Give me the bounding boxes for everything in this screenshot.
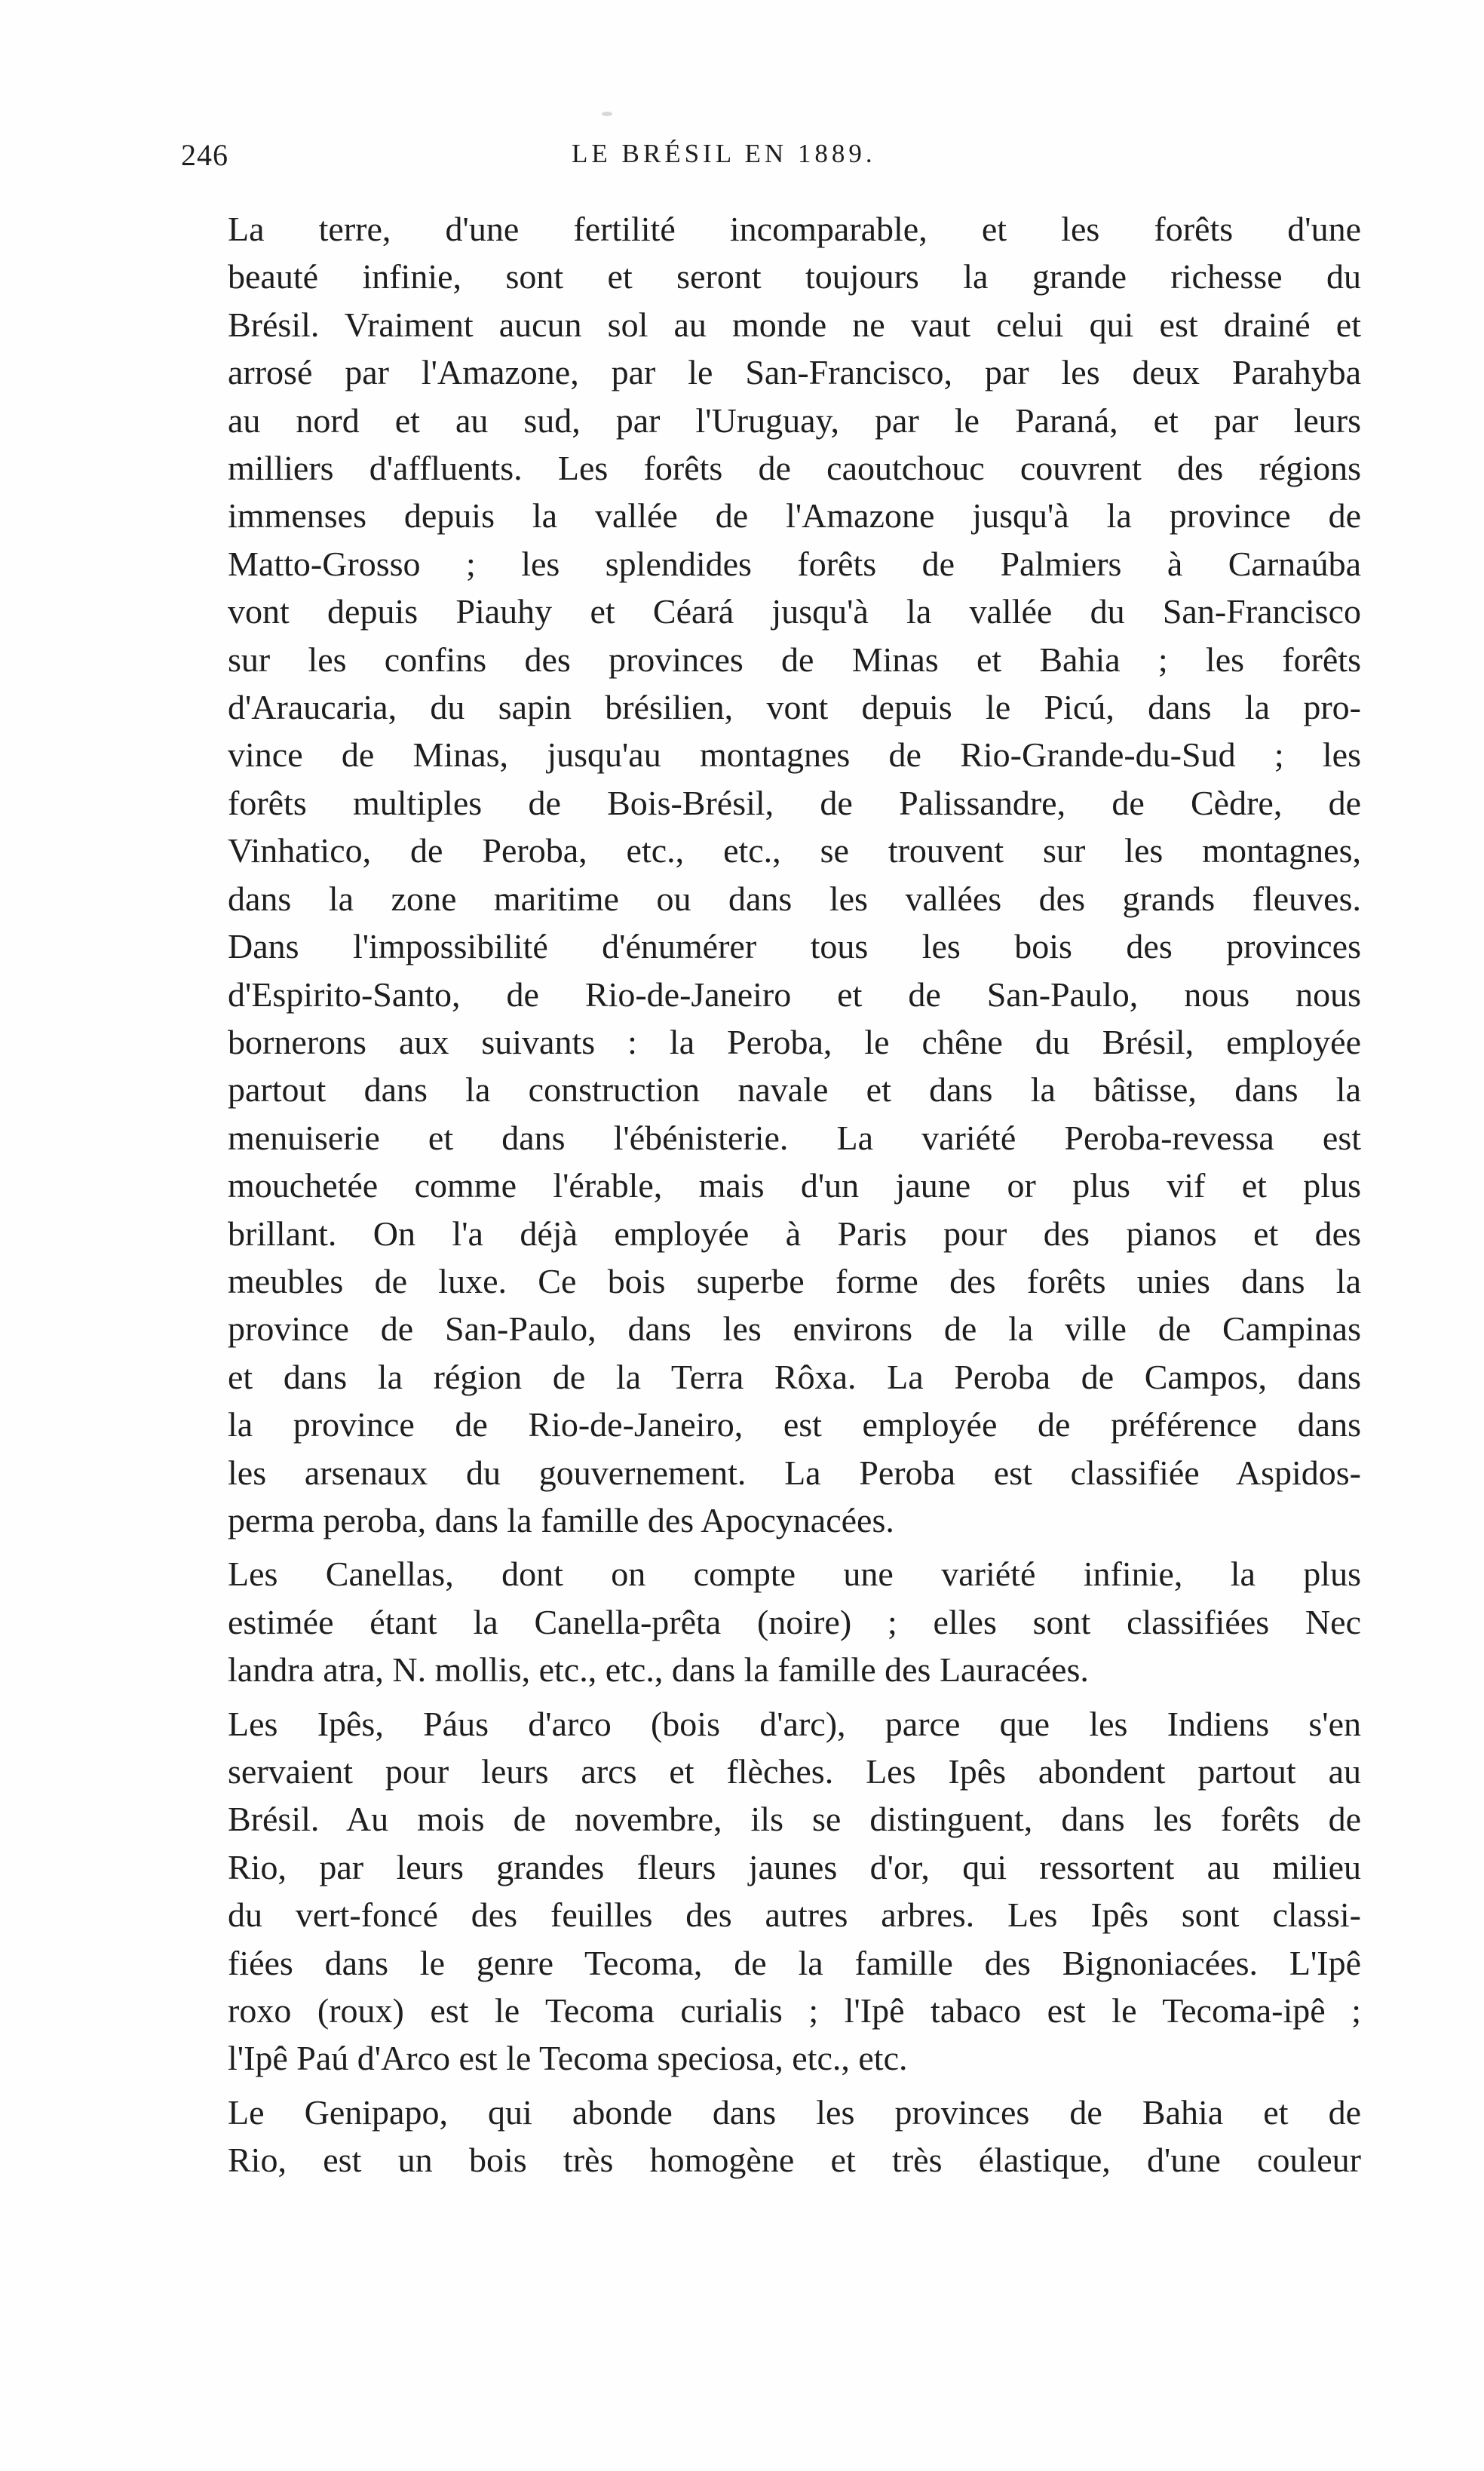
- text-line: forêts multiples de Bois-Brésil, de Palissandre, de Cèdre, de: [228, 783, 1361, 822]
- text-line: bornerons aux suivants : la Peroba, le chêne du Brésil, employée: [228, 1022, 1361, 1061]
- text-line: milliers d'affluents. Les forêts de caoutchouc couvrent des régions: [228, 449, 1361, 488]
- text-line: Matto-Grosso ; les splendides forêts de Palmiers à Carnaúba: [228, 544, 1361, 583]
- paragraph: [181, 2089, 1361, 2184]
- text-line: du vert-foncé des feuilles des autres arbres. Les Ipês sont classi-: [228, 1895, 1361, 1935]
- text-line: immenses depuis la vallée de l'Amazone jusqu'à la province de: [228, 496, 1361, 536]
- print-speck: [602, 112, 612, 116]
- text-line: Vinhatico, de Peroba, etc., etc., se trouvent sur les montagnes,: [228, 831, 1361, 870]
- text-line: dans la zone maritime ou dans les vallées des grands fleuves.: [228, 879, 1361, 918]
- body-text: [181, 205, 1361, 2184]
- text-line: Les Ipês, Páus d'arco (bois d'arc), parce que les Indiens s'en: [228, 1704, 1361, 1743]
- text-line: fiées dans le genre Tecoma, de la famille des Bignoniacées. L'Ipê: [228, 1943, 1361, 1982]
- paragraph: [181, 1700, 1361, 2083]
- running-title: LE BRÉSIL EN 1889.: [572, 139, 876, 168]
- text-line: Brésil. Vraiment aucun sol au monde ne vaut celui qui est drainé et: [228, 305, 1361, 344]
- text-line: la province de Rio-de-Janeiro, est employée de préférence dans: [228, 1405, 1361, 1444]
- text-line: servaient pour leurs arcs et flèches. Les Ipês abondent partout au: [228, 1752, 1361, 1791]
- text-line: au nord et au sud, par l'Uruguay, par le Paraná, et par leurs: [228, 401, 1361, 440]
- text-line: les arsenaux du gouvernement. La Peroba est classifiée Aspidos-: [228, 1453, 1361, 1492]
- text-line: Le Genipapo, qui abonde dans les provinces de Bahia et de: [228, 2092, 1361, 2132]
- text-line: roxo (roux) est le Tecoma curialis ; l'Ipê tabaco est le Tecoma-ipê ;: [228, 1991, 1361, 2031]
- text-line: menuiserie et dans l'ébénisterie. La variété Peroba-revessa est: [228, 1118, 1361, 1157]
- page-header: [181, 137, 1361, 183]
- text-line: Rio, par leurs grandes fleurs jaunes d'or, qui ressortent au milieu: [228, 1847, 1361, 1886]
- text-line: landra atra, N. mollis, etc., etc., dans la famille des Lauracées.: [228, 1650, 1089, 1690]
- text-line: perma peroba, dans la famille des Apocynacées.: [228, 1500, 894, 1539]
- text-line: sur les confins des provinces de Minas et Bahia ; les forêts: [228, 640, 1361, 679]
- text-line: arrosé par l'Amazone, par le San-Francisco, par les deux Parahyba: [228, 353, 1361, 392]
- text-line: brillant. On l'a déjà employée à Paris pour des pianos et des: [228, 1214, 1361, 1253]
- text-line: estimée étant la Canella-prêta (noire) ; elles sont classifiées Nec: [228, 1602, 1361, 1641]
- text-line: La terre, d'une fertilité incomparable, et les forêts d'une: [228, 210, 1361, 248]
- text-line: meubles de luxe. Ce bois superbe forme des forêts unies dans la: [228, 1261, 1361, 1300]
- text-line: Brésil. Au mois de novembre, ils se distinguent, dans les forêts de: [228, 1800, 1361, 1839]
- text-line: d'Araucaria, du sapin brésilien, vont depuis le Picú, dans la pro-: [228, 688, 1361, 727]
- text-line: Dans l'impossibilité d'énumérer tous les bois des provinces: [228, 927, 1361, 966]
- text-line: d'Espirito-Santo, de Rio-de-Janeiro et de San-Paulo, nous nous: [228, 975, 1361, 1014]
- text-line: beauté infinie, sont et seront toujours la grande richesse du: [228, 257, 1361, 296]
- paragraph: [181, 1550, 1361, 1693]
- paragraph: [181, 205, 1361, 1544]
- text-line: vince de Minas, jusqu'au montagnes de Rio-Grande-du-Sud ; les: [228, 735, 1361, 775]
- text-line: province de San-Paulo, dans les environs de la ville de Campinas: [228, 1309, 1361, 1349]
- text-line: et dans la région de la Terra Rôxa. La Peroba de Campos, dans: [228, 1357, 1361, 1396]
- text-line: Rio, est un bois très homogène et très élastique, d'une couleur: [228, 2141, 1361, 2180]
- text-line: vont depuis Piauhy et Céará jusqu'à la vallée du San-Francisco: [228, 592, 1361, 631]
- text-line: mouchetée comme l'érable, mais d'un jaune or plus vif et plus: [228, 1166, 1361, 1205]
- text-line: partout dans la construction navale et dans la bâtisse, dans la: [228, 1070, 1361, 1110]
- text-line: Les Canellas, dont on compte une variété infinie, la plus: [228, 1555, 1361, 1594]
- page-number: 246: [181, 138, 228, 172]
- text-line: l'Ipê Paú d'Arco est le Tecoma speciosa, etc., etc.: [228, 2039, 908, 2078]
